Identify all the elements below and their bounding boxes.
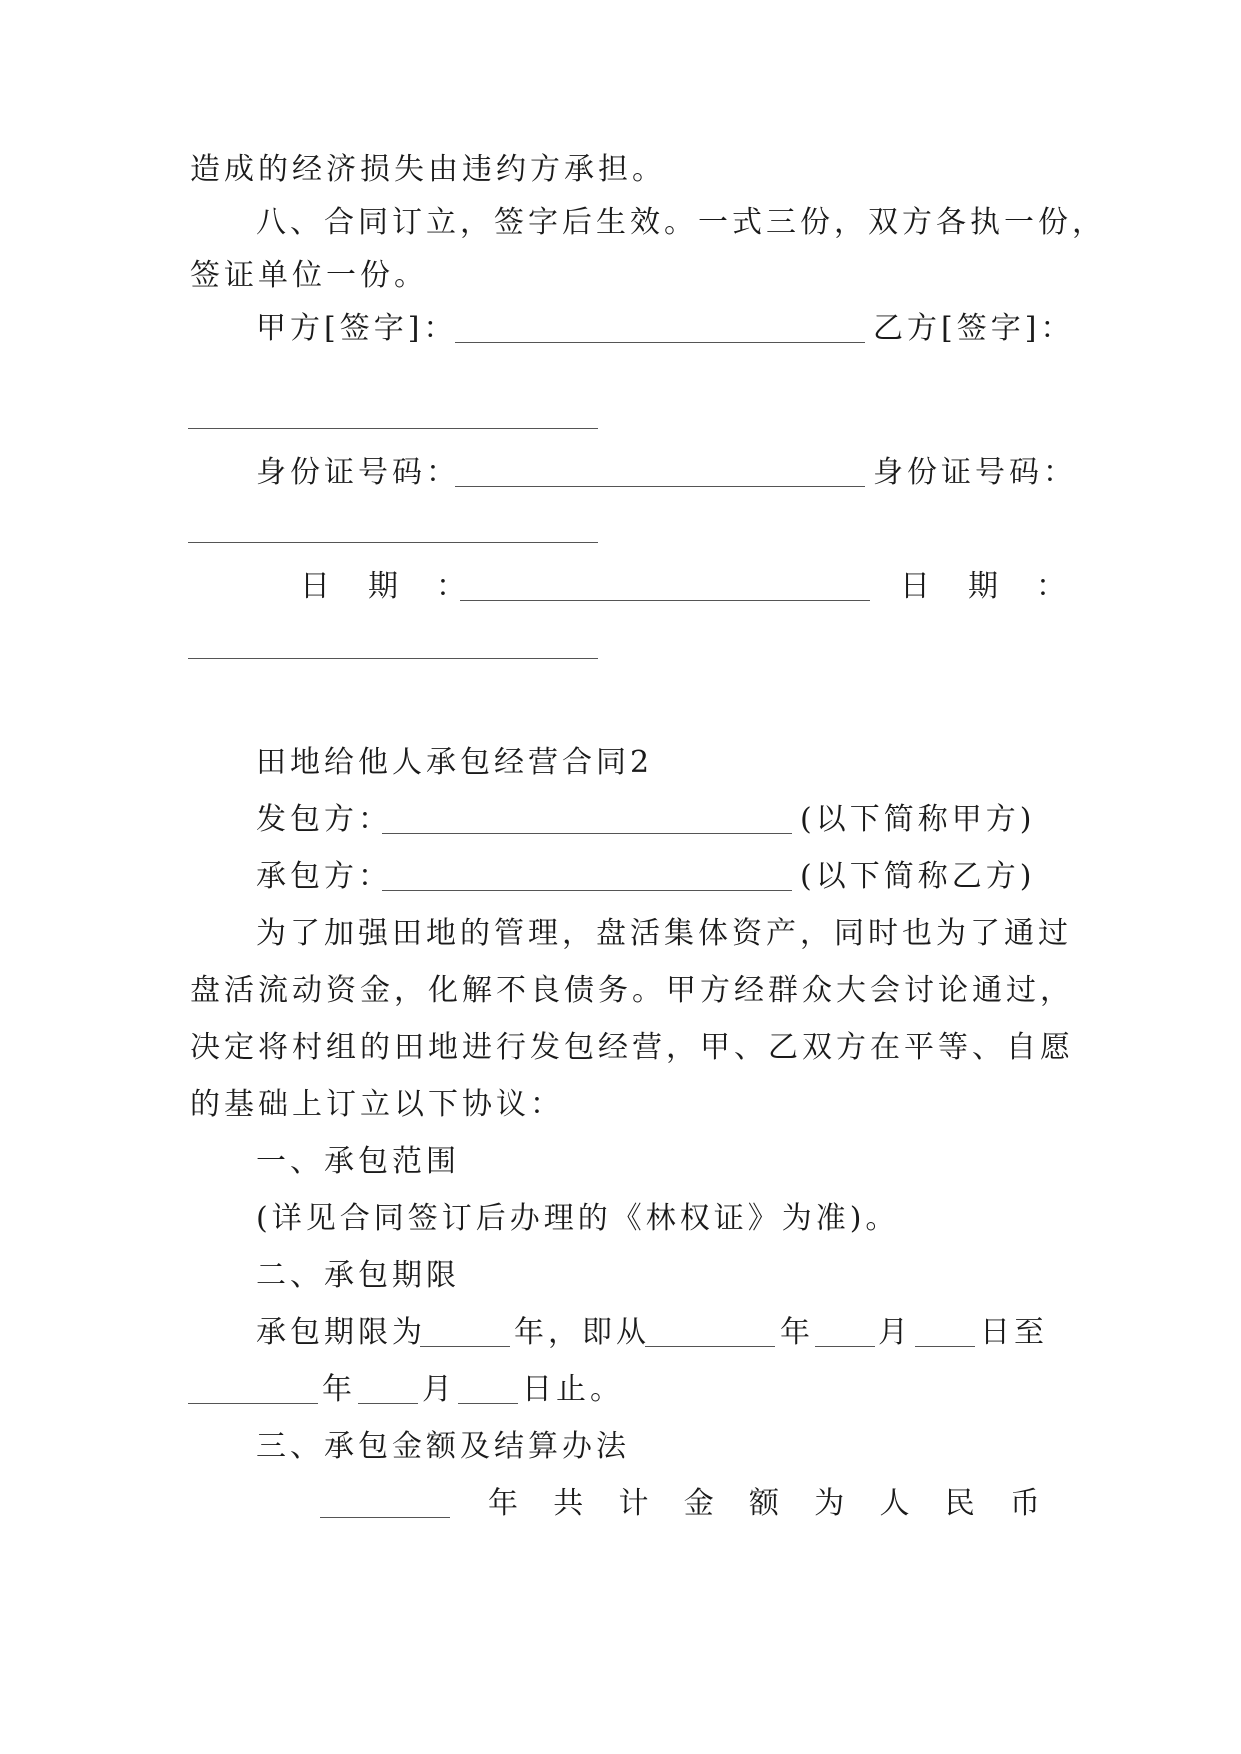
- contractee-field[interactable]: [382, 890, 792, 891]
- clause-two-title: 二、承包期限: [256, 1258, 460, 1293]
- amount-years-field[interactable]: [320, 1517, 450, 1518]
- amount-char: 为: [814, 1486, 845, 1521]
- party-b-sign-label: 乙方[签字]：: [873, 311, 1075, 346]
- party-b-id-field[interactable]: [188, 542, 598, 543]
- amount-char: 年: [488, 1486, 518, 1521]
- paragraph-line: 造成的经济损失由违约方承担。: [190, 152, 666, 187]
- amount-char: 金: [683, 1486, 714, 1521]
- amount-row: [488, 1484, 1040, 1524]
- contractor-field[interactable]: [382, 833, 792, 834]
- contractor-suffix: (以下简称甲方): [800, 802, 1036, 837]
- intro-line: 的基础上订立以下协议：: [190, 1087, 564, 1122]
- end-day-unit: 日止。: [522, 1372, 624, 1407]
- end-month-unit: 月: [422, 1372, 456, 1407]
- intro-line: 决定将村组的田地进行发包经营，甲、乙双方在平等、自愿: [190, 1030, 1074, 1065]
- party-b-sign-field[interactable]: [188, 428, 598, 429]
- party-b-date-field[interactable]: [188, 658, 598, 659]
- amount-char: 民: [944, 1486, 975, 1521]
- start-month-unit: 月: [878, 1315, 912, 1350]
- end-month-field[interactable]: [358, 1403, 418, 1404]
- amount-char: 计: [618, 1486, 649, 1521]
- intro-line: 为了加强田地的管理，盘活集体资产，同时也为了通过: [256, 916, 1072, 951]
- amount-char: 额: [749, 1486, 779, 1521]
- start-month-field[interactable]: [815, 1346, 875, 1347]
- party-a-sign-field[interactable]: [455, 342, 865, 343]
- party-a-date-label: 日 期 ：: [300, 569, 470, 604]
- end-day-field[interactable]: [458, 1403, 518, 1404]
- intro-line: 盘活流动资金，化解不良债务。甲方经群众大会讨论通过，: [190, 973, 1074, 1008]
- amount-char: 币: [1010, 1486, 1040, 1521]
- paragraph-line: 签证单位一份。: [190, 258, 428, 293]
- period-prefix: 承包期限为: [256, 1315, 426, 1350]
- end-year-unit: 年: [322, 1372, 356, 1407]
- party-a-sign-label: 甲方[签字]：: [256, 311, 458, 346]
- clause-three-title: 三、承包金额及结算办法: [256, 1429, 630, 1464]
- start-day-field[interactable]: [915, 1346, 975, 1347]
- clause-one-body: (详见合同签订后办理的《林权证》为准)。: [256, 1201, 900, 1236]
- contractee-label: 承包方：: [256, 859, 392, 894]
- period-year-unit: 年，即从: [514, 1315, 650, 1350]
- start-year-field[interactable]: [645, 1346, 775, 1347]
- period-years-field[interactable]: [420, 1346, 510, 1347]
- party-a-id-field[interactable]: [455, 486, 865, 487]
- party-b-id-label: 身份证号码：: [873, 455, 1077, 490]
- clause-one-title: 一、承包范围: [256, 1144, 460, 1179]
- start-day-unit: 日至: [980, 1315, 1048, 1350]
- party-a-date-field[interactable]: [460, 600, 870, 601]
- party-b-date-label: 日 期 ：: [900, 569, 1070, 604]
- clause-eight: 八、合同订立，签字后生效。一式三份，双方各执一份，: [256, 205, 1106, 240]
- amount-char: 人: [879, 1486, 910, 1521]
- contractee-suffix: (以下简称乙方): [800, 859, 1036, 894]
- contractor-label: 发包方：: [256, 802, 392, 837]
- start-year-unit: 年: [780, 1315, 814, 1350]
- amount-char: 共: [553, 1486, 584, 1521]
- party-a-id-label: 身份证号码：: [256, 455, 460, 490]
- end-year-field[interactable]: [188, 1403, 318, 1404]
- contract-title: 田地给他人承包经营合同2: [256, 745, 654, 780]
